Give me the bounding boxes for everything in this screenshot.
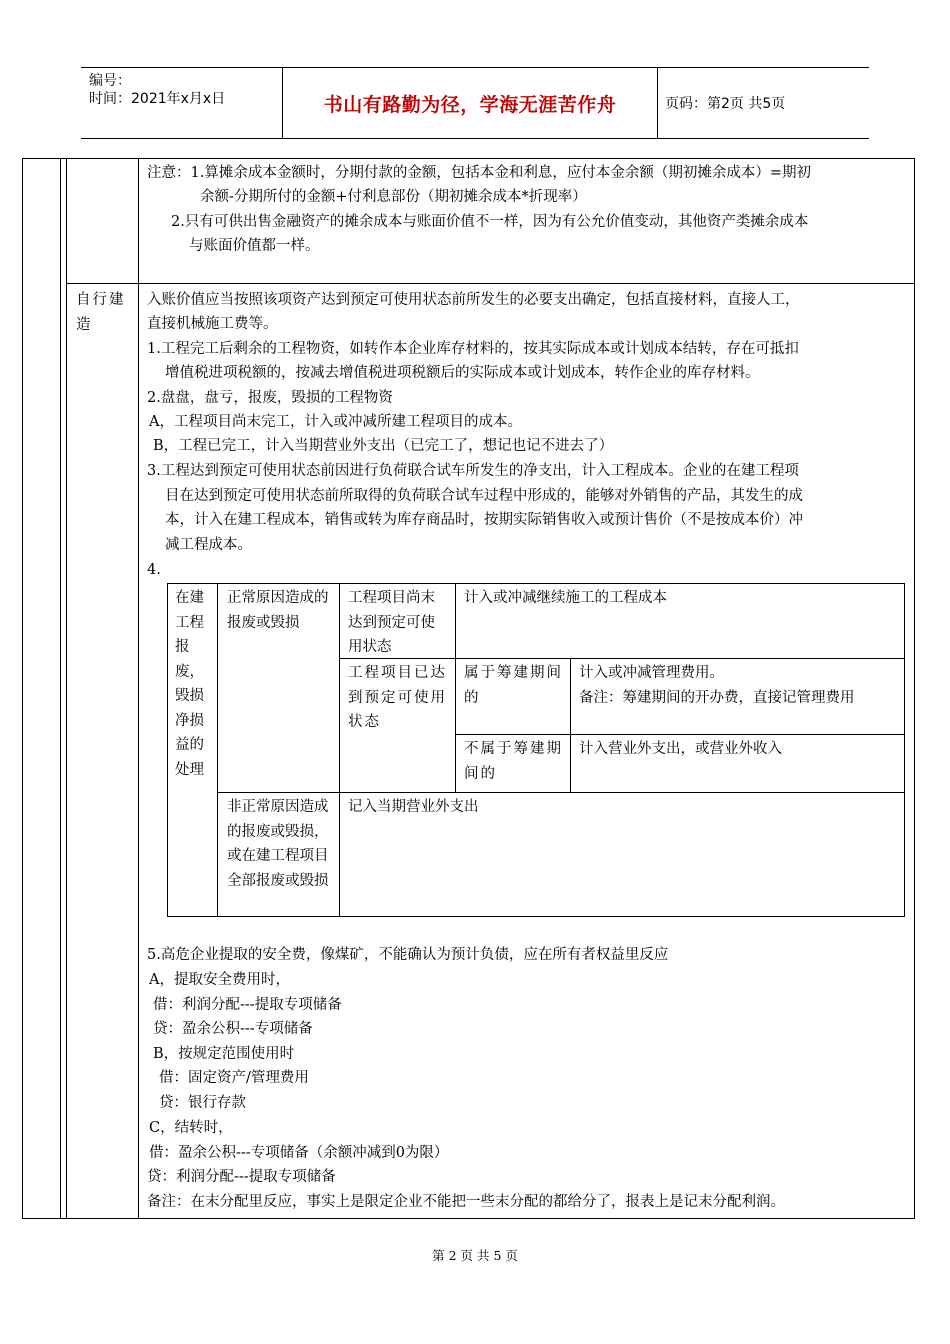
content-line: 5.高危企业提取的安全费，像煤矿，不能确认为预计负债，应在所有者权益里反应 <box>147 947 669 963</box>
content-line: B，按规定范围使用时 <box>153 1046 295 1062</box>
inner-line <box>217 792 905 793</box>
inner-cell-prep-result: 计入或冲减管理费用。 <box>579 665 724 681</box>
content-line: 借：固定资产/管理费用 <box>159 1070 309 1086</box>
col-divider-3 <box>138 158 139 1219</box>
content-line: 2.盘盘，盘亏，报废，毁损的工程物资 <box>147 390 393 406</box>
content-line: 贷：盈余公积---专项储备 <box>153 1021 313 1037</box>
inner-line <box>217 583 218 917</box>
inner-cell-normal: 正常原因造成的报废或毁损 <box>227 590 329 631</box>
table-right-border <box>914 158 915 1219</box>
inner-line <box>455 583 456 658</box>
content-line: 1.工程完工后剩余的工程物资，如转作本企业库存材料的，按其实际成本或计划成本结转，存在可抵扣 <box>147 341 799 357</box>
inner-line <box>570 658 571 792</box>
inner-line <box>455 734 905 735</box>
note-line: 注意：1.算摊余成本金额时，分期付款的金额，包括本金和利息，应付本金余额（期初摊余成本）=期初 <box>147 165 811 181</box>
content-line: 本，计入在建工程成本，销售或转为库存商品时，按期实际销售收入或预计售价（不是按成本价）冲 <box>165 512 803 528</box>
content-line: C，结转时， <box>149 1120 233 1136</box>
content-line: A，工程项目尚末完工，计入或冲减所建工程项目的成本。 <box>149 414 522 430</box>
content-line: 借：盈余公积---专项储备（余额冲减到0为限） <box>149 1145 449 1161</box>
content-line: 减工程成本。 <box>165 537 252 553</box>
content-line: 4. <box>147 562 161 578</box>
content-line: 3.工程达到预定可使用状态前因进行负荷联合试车所发生的净支出，计入工程成本。企业的在建工程项 <box>147 463 799 479</box>
col-divider-2 <box>66 158 67 1219</box>
inner-cell-abnormal-result: 记入当期营业外支出 <box>348 799 479 815</box>
inner-cell-non-prep-period: 不属于筹建期间的 <box>464 741 563 782</box>
inner-border-bottom <box>167 916 905 917</box>
number-label: 编号： <box>89 73 131 89</box>
inner-border-top <box>167 583 905 584</box>
content-line: 直接机械施工费等。 <box>147 316 278 332</box>
content-line: 入账价值应当按照该项资产达到预定可使用状态前所发生的必要支出确定，包括直接材料，直接人工， <box>147 292 800 308</box>
inner-cell-not-ready: 工程项目尚末达到预定可使用状态 <box>348 590 435 655</box>
row-divider <box>66 283 914 284</box>
content-line: 借：利润分配---提取专项储备 <box>153 997 342 1013</box>
inner-line <box>455 658 456 792</box>
table-bottom-border <box>22 1218 914 1219</box>
header-meta <box>81 68 283 138</box>
inner-cell-non-prep-result: 计入营业外支出，或营业外收入 <box>579 741 782 757</box>
page-footer: 第 2 页 共 5 页 <box>432 1248 518 1263</box>
col-divider-1 <box>60 158 61 1219</box>
content-line: 增值税进项税额的，按减去增值税进项税额后的实际成本或计划成本，转作企业的库存材料。 <box>165 365 760 381</box>
time-label: 时间：2021年x月x日 <box>89 91 226 107</box>
note-line: 2.只有可供出售金融资产的摊余成本与账面价值不一样，因为有公允价值变动，其他资产类摊余成本 <box>171 214 809 230</box>
inner-cell-prep-period: 属于筹建期间的 <box>464 665 563 706</box>
inner-border-right <box>904 583 905 917</box>
inner-line <box>339 583 340 917</box>
inner-cell-ready: 工程项目已达到预定可使用状态 <box>348 665 447 730</box>
header-motto: 书山有路勤为径，学海无涯苦作舟 <box>283 68 658 138</box>
table-left-border <box>22 158 23 1219</box>
content-line: 贷：利润分配---提取专项储备 <box>147 1169 336 1185</box>
inner-border-left <box>167 583 168 917</box>
content-line: B，工程已完工，计入当期营业外支出（已完工了，想记也记不进去了） <box>153 438 614 454</box>
table-top-border <box>22 158 914 159</box>
inner-cell-abnormal: 非正常原因造成的报废或毁损，或在建工程项目全部报废或毁损 <box>227 799 329 889</box>
inner-cell-category: 在建工程报废，毁损净损益的处理 <box>175 590 204 778</box>
content-line: A，提取安全费用时， <box>149 972 290 988</box>
content-line: 备注：在末分配里反应，事实上是限定企业不能把一些末分配的都给分了，报表上是记末分配利润。 <box>147 1194 785 1210</box>
note-line: 余额-分期所付的金额+付利息部份（期初摊余成本*折现率） <box>200 189 587 205</box>
note-line: 与账面价值都一样。 <box>189 238 320 254</box>
inner-cell-prep-note: 备注：筹建期间的开办费，直接记管理费用 <box>579 690 855 706</box>
inner-cell-not-ready-result: 计入或冲减继续施工的工程成本 <box>464 590 667 606</box>
page-number-label: 页码：第2页 共5页 <box>665 96 786 112</box>
row-label-self-build: 自行建造 <box>76 292 126 333</box>
content-line: 贷：银行存款 <box>159 1095 246 1111</box>
content-line: 目在达到预定可使用状态前所取得的负荷联合试车过程中形成的，能够对外销售的产品，其发生的成 <box>165 488 803 504</box>
page-header <box>81 67 869 139</box>
